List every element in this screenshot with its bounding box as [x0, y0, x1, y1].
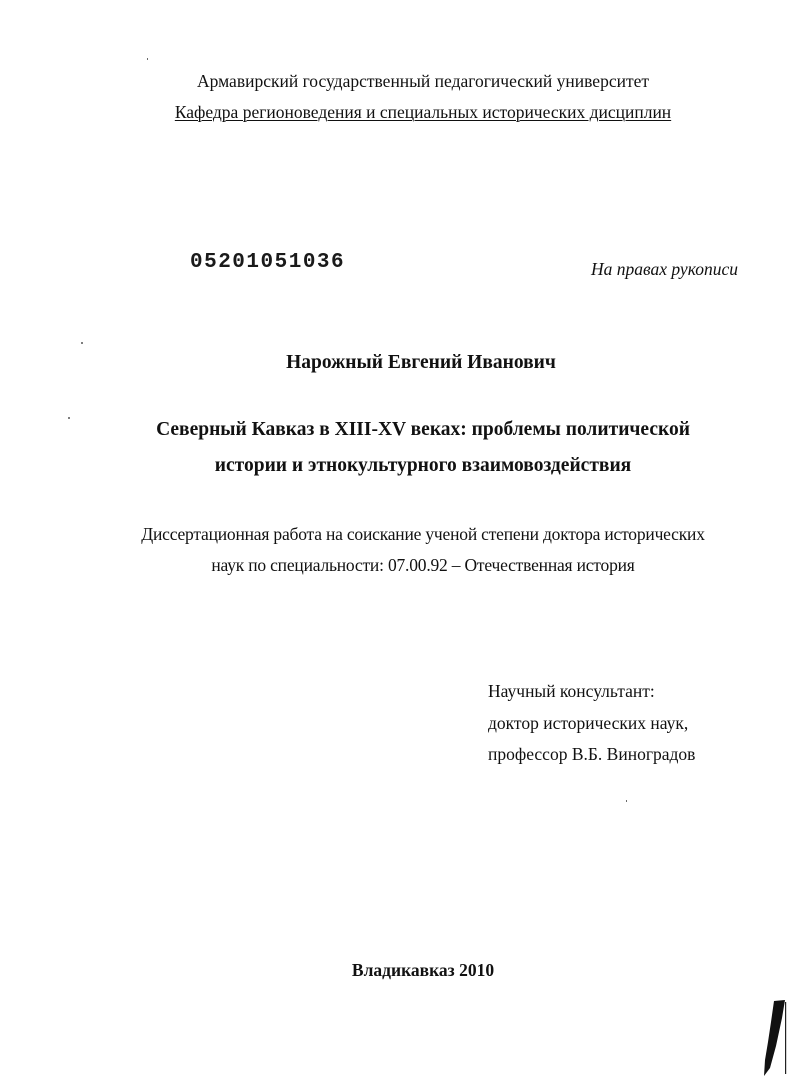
city-year: Владикавказ 2010 — [351, 960, 495, 980]
dissertation-title-line-1: Северный Кавказ в XIII-XV веках: проблемы политической — [156, 419, 690, 440]
dissertation-title-line-2: истории и этнокультурного взаимовоздействия — [214, 455, 632, 476]
registration-code: 05201051036 — [190, 251, 346, 274]
scan-speck — [68, 417, 70, 419]
consultant-label: Научный консультант: — [488, 681, 655, 701]
author-name: Нарожный Евгений Иванович — [286, 352, 556, 373]
scan-speck — [147, 58, 148, 60]
scan-speck — [626, 800, 627, 802]
department-name: Кафедра регионоведения и специальных исторических дисциплин — [174, 102, 672, 122]
scan-edge-mark-icon — [760, 998, 790, 1078]
scan-speck — [81, 342, 83, 344]
consultant-degree: доктор исторических наук, — [488, 713, 689, 733]
dissertation-type-line-2: наук по специальности: 07.00.92 – Отечественная история — [211, 555, 635, 575]
consultant-name: профессор В.Б. Виноградов — [488, 744, 696, 764]
dissertation-type-line-1: Диссертационная работа на соискание ученой степени доктора исторических — [141, 524, 705, 544]
university-name: Армавирский государственный педагогический университет — [196, 71, 650, 91]
rights-note: На правах рукописи — [591, 259, 738, 279]
